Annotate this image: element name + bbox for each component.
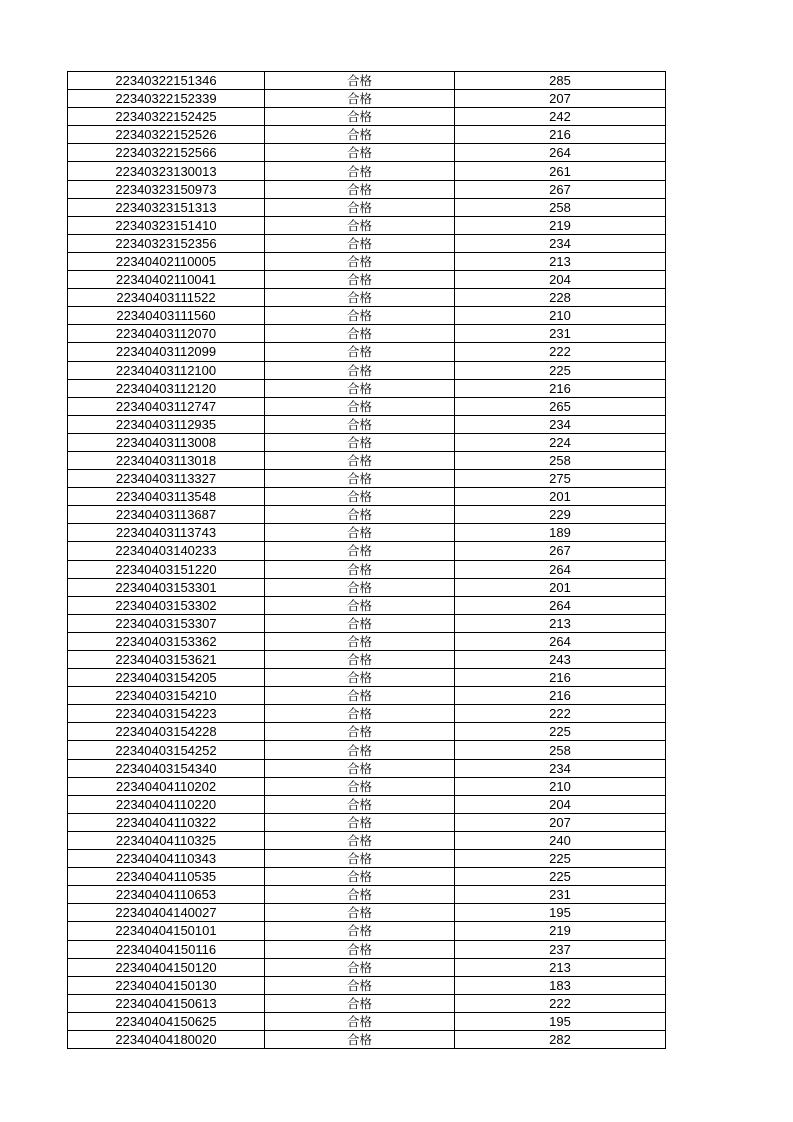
- candidate-id-cell: 22340403113548: [68, 488, 265, 506]
- table-row: [68, 216, 666, 234]
- result-cell: 合格: [265, 994, 455, 1012]
- table-row: [68, 813, 666, 831]
- candidate-id-cell: 22340403113687: [68, 506, 265, 524]
- candidate-id-cell: 22340403154210: [68, 687, 265, 705]
- table-row: [68, 397, 666, 415]
- score-cell: 282: [455, 1030, 666, 1048]
- result-cell: 合格: [265, 379, 455, 397]
- table-row: [68, 994, 666, 1012]
- score-cell: 267: [455, 180, 666, 198]
- table-row: [68, 831, 666, 849]
- candidate-id-cell: 22340403154252: [68, 741, 265, 759]
- table-row: [68, 144, 666, 162]
- result-cell: 合格: [265, 162, 455, 180]
- table-row: [68, 325, 666, 343]
- result-cell: 合格: [265, 759, 455, 777]
- candidate-id-cell: 22340404150120: [68, 958, 265, 976]
- result-cell: 合格: [265, 234, 455, 252]
- result-cell: 合格: [265, 632, 455, 650]
- result-cell: 合格: [265, 307, 455, 325]
- result-cell: 合格: [265, 470, 455, 488]
- score-cell: 225: [455, 868, 666, 886]
- score-cell: 234: [455, 234, 666, 252]
- result-cell: 合格: [265, 705, 455, 723]
- result-cell: 合格: [265, 451, 455, 469]
- candidate-id-cell: 22340404150101: [68, 922, 265, 940]
- table-row: [68, 162, 666, 180]
- result-cell: 合格: [265, 1030, 455, 1048]
- score-cell: 222: [455, 994, 666, 1012]
- result-cell: 合格: [265, 651, 455, 669]
- score-cell: 207: [455, 813, 666, 831]
- table-row: [68, 904, 666, 922]
- table-row: [68, 307, 666, 325]
- table-row: [68, 415, 666, 433]
- score-cell: 261: [455, 162, 666, 180]
- score-cell: 207: [455, 90, 666, 108]
- candidate-id-cell: 22340403153621: [68, 651, 265, 669]
- candidate-id-cell: 22340403153301: [68, 578, 265, 596]
- result-cell: 合格: [265, 886, 455, 904]
- score-cell: 285: [455, 72, 666, 90]
- table-row: [68, 126, 666, 144]
- table-row: [68, 542, 666, 560]
- candidate-id-cell: 22340404150625: [68, 1012, 265, 1030]
- score-cell: 275: [455, 470, 666, 488]
- table-row: [68, 252, 666, 270]
- candidate-id-cell: 22340403154340: [68, 759, 265, 777]
- table-row: [68, 868, 666, 886]
- candidate-id-cell: 22340403140233: [68, 542, 265, 560]
- candidate-id-cell: 22340322151346: [68, 72, 265, 90]
- score-cell: 213: [455, 252, 666, 270]
- candidate-id-cell: 22340403113008: [68, 433, 265, 451]
- score-cell: 264: [455, 144, 666, 162]
- result-cell: 合格: [265, 578, 455, 596]
- candidate-id-cell: 22340404110220: [68, 795, 265, 813]
- table-row: [68, 976, 666, 994]
- candidate-id-cell: 22340402110005: [68, 252, 265, 270]
- result-cell: 合格: [265, 669, 455, 687]
- table-row: [68, 651, 666, 669]
- score-cell: 225: [455, 361, 666, 379]
- table-row: [68, 289, 666, 307]
- candidate-id-cell: 22340323151313: [68, 198, 265, 216]
- score-cell: 189: [455, 524, 666, 542]
- score-cell: 267: [455, 542, 666, 560]
- result-cell: 合格: [265, 560, 455, 578]
- result-cell: 合格: [265, 180, 455, 198]
- result-cell: 合格: [265, 687, 455, 705]
- result-cell: 合格: [265, 940, 455, 958]
- candidate-id-cell: 22340404110653: [68, 886, 265, 904]
- result-cell: 合格: [265, 1012, 455, 1030]
- result-cell: 合格: [265, 976, 455, 994]
- candidate-id-cell: 22340322152526: [68, 126, 265, 144]
- score-cell: 237: [455, 940, 666, 958]
- table-row: [68, 741, 666, 759]
- score-cell: 201: [455, 578, 666, 596]
- candidate-id-cell: 22340403112120: [68, 379, 265, 397]
- candidate-id-cell: 22340322152339: [68, 90, 265, 108]
- candidate-id-cell: 22340404180020: [68, 1030, 265, 1048]
- score-cell: 213: [455, 958, 666, 976]
- candidate-id-cell: 22340404140027: [68, 904, 265, 922]
- score-cell: 222: [455, 705, 666, 723]
- table-row: [68, 723, 666, 741]
- result-cell: 合格: [265, 922, 455, 940]
- result-cell: 合格: [265, 506, 455, 524]
- score-cell: 219: [455, 216, 666, 234]
- score-cell: 229: [455, 506, 666, 524]
- table-row: [68, 72, 666, 90]
- candidate-id-cell: 22340403112935: [68, 415, 265, 433]
- candidate-id-cell: 22340322152425: [68, 108, 265, 126]
- score-table: [67, 71, 666, 1049]
- result-cell: 合格: [265, 868, 455, 886]
- candidate-id-cell: 22340404110535: [68, 868, 265, 886]
- table-row: [68, 1030, 666, 1048]
- table-row: [68, 795, 666, 813]
- result-cell: 合格: [265, 325, 455, 343]
- table-row: [68, 470, 666, 488]
- candidate-id-cell: 22340404110202: [68, 777, 265, 795]
- candidate-id-cell: 22340323150973: [68, 180, 265, 198]
- result-cell: 合格: [265, 433, 455, 451]
- candidate-id-cell: 22340403111560: [68, 307, 265, 325]
- result-cell: 合格: [265, 252, 455, 270]
- candidate-id-cell: 22340403112747: [68, 397, 265, 415]
- result-cell: 合格: [265, 397, 455, 415]
- score-cell: 216: [455, 379, 666, 397]
- table-row: [68, 940, 666, 958]
- result-cell: 合格: [265, 72, 455, 90]
- candidate-id-cell: 22340323152356: [68, 234, 265, 252]
- table-row: [68, 850, 666, 868]
- candidate-id-cell: 22340403113327: [68, 470, 265, 488]
- score-cell: 264: [455, 596, 666, 614]
- score-cell: 216: [455, 126, 666, 144]
- candidate-id-cell: 22340403154228: [68, 723, 265, 741]
- candidate-id-cell: 22340403154205: [68, 669, 265, 687]
- score-cell: 201: [455, 488, 666, 506]
- score-cell: 231: [455, 886, 666, 904]
- result-cell: 合格: [265, 831, 455, 849]
- candidate-id-cell: 22340404110325: [68, 831, 265, 849]
- candidate-id-cell: 22340404110343: [68, 850, 265, 868]
- table-row: [68, 451, 666, 469]
- score-cell: 265: [455, 397, 666, 415]
- score-cell: 216: [455, 669, 666, 687]
- result-cell: 合格: [265, 813, 455, 831]
- score-cell: 258: [455, 451, 666, 469]
- result-cell: 合格: [265, 361, 455, 379]
- result-cell: 合格: [265, 958, 455, 976]
- score-cell: 234: [455, 759, 666, 777]
- candidate-id-cell: 22340404150116: [68, 940, 265, 958]
- result-cell: 合格: [265, 126, 455, 144]
- candidate-id-cell: 22340403113743: [68, 524, 265, 542]
- score-cell: 225: [455, 723, 666, 741]
- table-row: [68, 90, 666, 108]
- result-cell: 合格: [265, 795, 455, 813]
- table-row: [68, 506, 666, 524]
- score-cell: 195: [455, 904, 666, 922]
- candidate-id-cell: 22340322152566: [68, 144, 265, 162]
- result-cell: 合格: [265, 144, 455, 162]
- result-cell: 合格: [265, 271, 455, 289]
- score-cell: 234: [455, 415, 666, 433]
- candidate-id-cell: 22340403113018: [68, 451, 265, 469]
- candidate-id-cell: 22340404150130: [68, 976, 265, 994]
- candidate-id-cell: 22340402110041: [68, 271, 265, 289]
- table-row: [68, 632, 666, 650]
- score-cell: 264: [455, 560, 666, 578]
- score-cell: 204: [455, 271, 666, 289]
- table-row: [68, 343, 666, 361]
- result-cell: 合格: [265, 741, 455, 759]
- table-row: [68, 379, 666, 397]
- candidate-id-cell: 22340323151410: [68, 216, 265, 234]
- table-row: [68, 886, 666, 904]
- result-cell: 合格: [265, 542, 455, 560]
- candidate-id-cell: 22340403153302: [68, 596, 265, 614]
- table-row: [68, 922, 666, 940]
- score-cell: 228: [455, 289, 666, 307]
- table-row: [68, 180, 666, 198]
- result-cell: 合格: [265, 850, 455, 868]
- candidate-id-cell: 22340323130013: [68, 162, 265, 180]
- result-cell: 合格: [265, 777, 455, 795]
- result-cell: 合格: [265, 343, 455, 361]
- table-row: [68, 596, 666, 614]
- candidate-id-cell: 22340403154223: [68, 705, 265, 723]
- score-cell: 225: [455, 850, 666, 868]
- result-cell: 合格: [265, 198, 455, 216]
- table-row: [68, 687, 666, 705]
- score-cell: 240: [455, 831, 666, 849]
- result-cell: 合格: [265, 614, 455, 632]
- score-cell: 224: [455, 433, 666, 451]
- table-row: [68, 560, 666, 578]
- candidate-id-cell: 22340403153307: [68, 614, 265, 632]
- result-cell: 合格: [265, 596, 455, 614]
- score-table-body: [68, 72, 666, 1049]
- score-cell: 222: [455, 343, 666, 361]
- candidate-id-cell: 22340403111522: [68, 289, 265, 307]
- score-cell: 210: [455, 777, 666, 795]
- score-cell: 264: [455, 632, 666, 650]
- score-cell: 210: [455, 307, 666, 325]
- result-cell: 合格: [265, 108, 455, 126]
- table-row: [68, 1012, 666, 1030]
- candidate-id-cell: 22340403151220: [68, 560, 265, 578]
- table-row: [68, 361, 666, 379]
- table-row: [68, 488, 666, 506]
- score-cell: 204: [455, 795, 666, 813]
- table-row: [68, 198, 666, 216]
- table-row: [68, 759, 666, 777]
- table-row: [68, 578, 666, 596]
- candidate-id-cell: 22340403112070: [68, 325, 265, 343]
- result-cell: 合格: [265, 488, 455, 506]
- result-cell: 合格: [265, 723, 455, 741]
- score-cell: 213: [455, 614, 666, 632]
- table-row: [68, 433, 666, 451]
- result-cell: 合格: [265, 524, 455, 542]
- result-cell: 合格: [265, 90, 455, 108]
- result-cell: 合格: [265, 216, 455, 234]
- score-cell: 195: [455, 1012, 666, 1030]
- candidate-id-cell: 22340403112099: [68, 343, 265, 361]
- table-row: [68, 669, 666, 687]
- result-cell: 合格: [265, 289, 455, 307]
- result-cell: 合格: [265, 415, 455, 433]
- table-row: [68, 271, 666, 289]
- table-row: [68, 524, 666, 542]
- score-cell: 183: [455, 976, 666, 994]
- table-row: [68, 108, 666, 126]
- score-cell: 243: [455, 651, 666, 669]
- candidate-id-cell: 22340403153362: [68, 632, 265, 650]
- candidate-id-cell: 22340404110322: [68, 813, 265, 831]
- table-row: [68, 777, 666, 795]
- candidate-id-cell: 22340403112100: [68, 361, 265, 379]
- score-cell: 231: [455, 325, 666, 343]
- score-cell: 258: [455, 741, 666, 759]
- score-cell: 216: [455, 687, 666, 705]
- table-row: [68, 705, 666, 723]
- table-row: [68, 234, 666, 252]
- result-cell: 合格: [265, 904, 455, 922]
- table-row: [68, 958, 666, 976]
- candidate-id-cell: 22340404150613: [68, 994, 265, 1012]
- score-cell: 258: [455, 198, 666, 216]
- score-cell: 219: [455, 922, 666, 940]
- table-row: [68, 614, 666, 632]
- score-cell: 242: [455, 108, 666, 126]
